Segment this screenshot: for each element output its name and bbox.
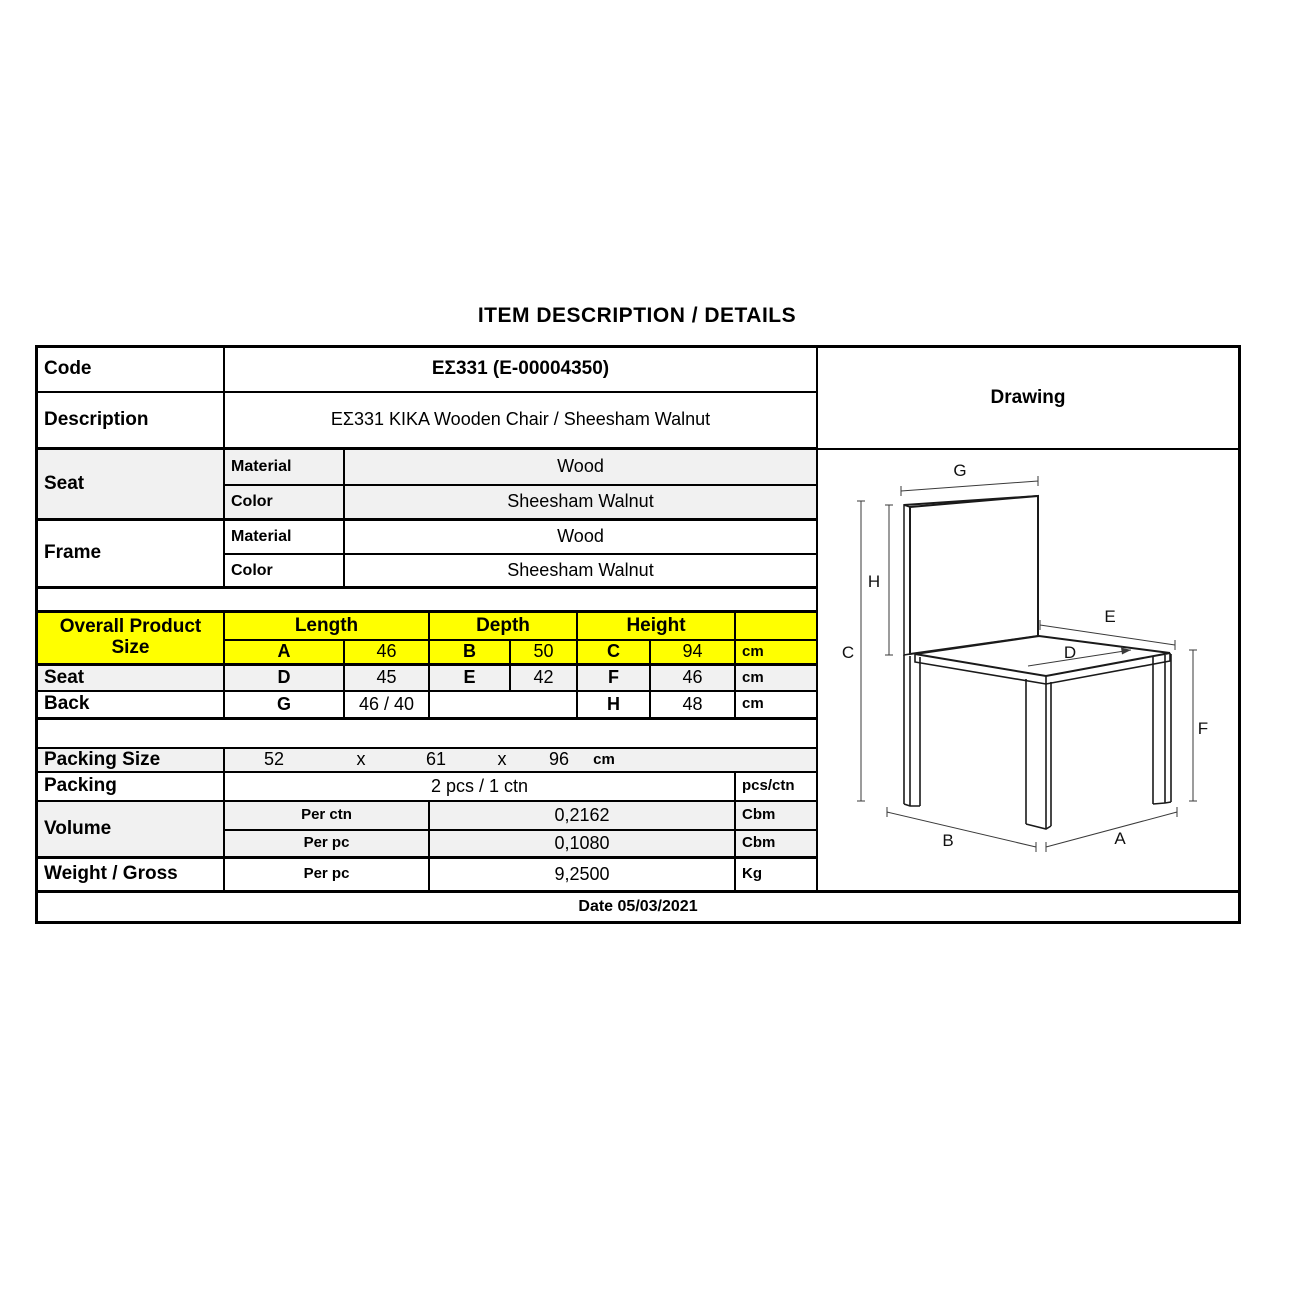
code-value: ΕΣ331 (E-00004350) [225, 348, 818, 393]
dimension-line-g [901, 476, 1038, 496]
size-back-label: Back [38, 692, 225, 720]
seat-material-label: Material [225, 450, 345, 486]
size-overall-c-key: C [578, 641, 651, 666]
weight-per-label: Per pc [225, 859, 430, 893]
chair-leg-front [1026, 679, 1051, 829]
frame-material-label: Material [225, 521, 345, 555]
spacer-row-1 [38, 589, 818, 613]
chair-drawing [818, 450, 1238, 890]
seat-color-label: Color [225, 486, 345, 521]
size-seat-d-key: D [225, 666, 345, 692]
size-seat-f-val: 46 [651, 666, 736, 692]
volume-per-pc-unit: Cbm [736, 831, 818, 859]
size-overall-b-key: B [430, 641, 511, 666]
spec-table [35, 345, 1241, 924]
size-header-depth: Depth [430, 613, 578, 641]
size-seat-e-val: 42 [511, 666, 578, 692]
dimension-line-h [885, 505, 893, 655]
size-back-g-val: 46 / 40 [345, 692, 430, 720]
size-overall-b-val: 50 [511, 641, 578, 666]
dim-label-a: A [1114, 829, 1126, 848]
packing-size-x1: x [356, 749, 366, 770]
size-seat-e-key: E [430, 666, 511, 692]
size-header-length: Length [225, 613, 430, 641]
dim-label-h: H [867, 572, 881, 591]
size-seat-unit: cm [736, 666, 818, 692]
volume-per-ctn-value: 0,2162 [430, 802, 736, 831]
chair-outline [904, 496, 1171, 829]
packing-size-p3: 96 [548, 749, 570, 770]
frame-material-value: Wood [345, 521, 818, 555]
weight-value: 9,2500 [430, 859, 736, 893]
date-row: Date 05/03/2021 [578, 898, 698, 916]
weight-label: Weight / Gross [38, 859, 225, 893]
drawing-cell [818, 450, 1238, 893]
size-overall-c-val: 94 [651, 641, 736, 666]
size-header-unit-blank [736, 613, 818, 641]
page-title: ITEM DESCRIPTION / DETAILS [477, 304, 797, 327]
packing-size-unit: cm [593, 750, 615, 768]
dim-label-e: E [1104, 607, 1116, 626]
size-overall-unit: cm [736, 641, 818, 666]
chair-back-panel [910, 496, 1038, 654]
volume-per-ctn-unit: Cbm [736, 802, 818, 831]
dim-label-d: D [1063, 643, 1077, 662]
frame-color-label: Color [225, 555, 345, 589]
volume-label: Volume [38, 802, 225, 859]
size-overall-a-key: A [225, 641, 345, 666]
size-back-h-val: 48 [651, 692, 736, 720]
packing-label: Packing [38, 773, 225, 802]
dimension-line-c [857, 501, 865, 801]
dim-label-g: G [953, 461, 967, 480]
packing-unit: pcs/ctn [736, 773, 818, 802]
size-back-blank [430, 692, 578, 720]
packing-size-p2: 61 [425, 749, 447, 770]
dimension-line-f [1189, 650, 1197, 801]
dim-label-c: C [841, 643, 855, 662]
seat-material-value: Wood [345, 450, 818, 486]
packing-size-p1: 52 [263, 749, 285, 770]
size-overall-a-val: 46 [345, 641, 430, 666]
seat-section-label: Seat [38, 450, 225, 521]
frame-section-label: Frame [38, 521, 225, 589]
code-label: Code [38, 348, 225, 393]
size-corner-line2: Size [111, 637, 150, 658]
volume-per-ctn-label: Per ctn [225, 802, 430, 831]
dimension-line-a [1046, 807, 1177, 852]
volume-per-pc-value: 0,1080 [430, 831, 736, 859]
dimension-line-b [887, 807, 1036, 852]
size-header-height: Height [578, 613, 736, 641]
volume-per-pc-label: Per pc [225, 831, 430, 859]
drawing-header: Drawing [818, 348, 1238, 450]
seat-color-value: Sheesham Walnut [345, 486, 818, 521]
packing-size-value [225, 749, 818, 773]
packing-value: 2 pcs / 1 ctn [225, 773, 736, 802]
size-back-unit: cm [736, 692, 818, 720]
size-seat-label: Seat [38, 666, 225, 692]
weight-unit: Kg [736, 859, 818, 893]
description-label: Description [38, 393, 225, 450]
chair-leg-right [1153, 654, 1171, 804]
packing-size-x2: x [497, 749, 507, 770]
size-corner-line1: Overall Product [59, 616, 202, 638]
size-seat-f-key: F [578, 666, 651, 692]
size-back-g-key: G [225, 692, 345, 720]
size-back-h-key: H [578, 692, 651, 720]
spacer-row-2 [38, 720, 818, 749]
packing-size-label: Packing Size [38, 749, 225, 773]
description-value: ΕΣ331 KIKA Wooden Chair / Sheesham Walnut [225, 393, 818, 450]
dim-label-f: F [1197, 719, 1209, 738]
size-corner-label [38, 613, 225, 666]
chair-leg-back-left [904, 655, 920, 806]
frame-color-value: Sheesham Walnut [345, 555, 818, 589]
size-seat-d-val: 45 [345, 666, 430, 692]
dim-label-b: B [942, 831, 954, 850]
